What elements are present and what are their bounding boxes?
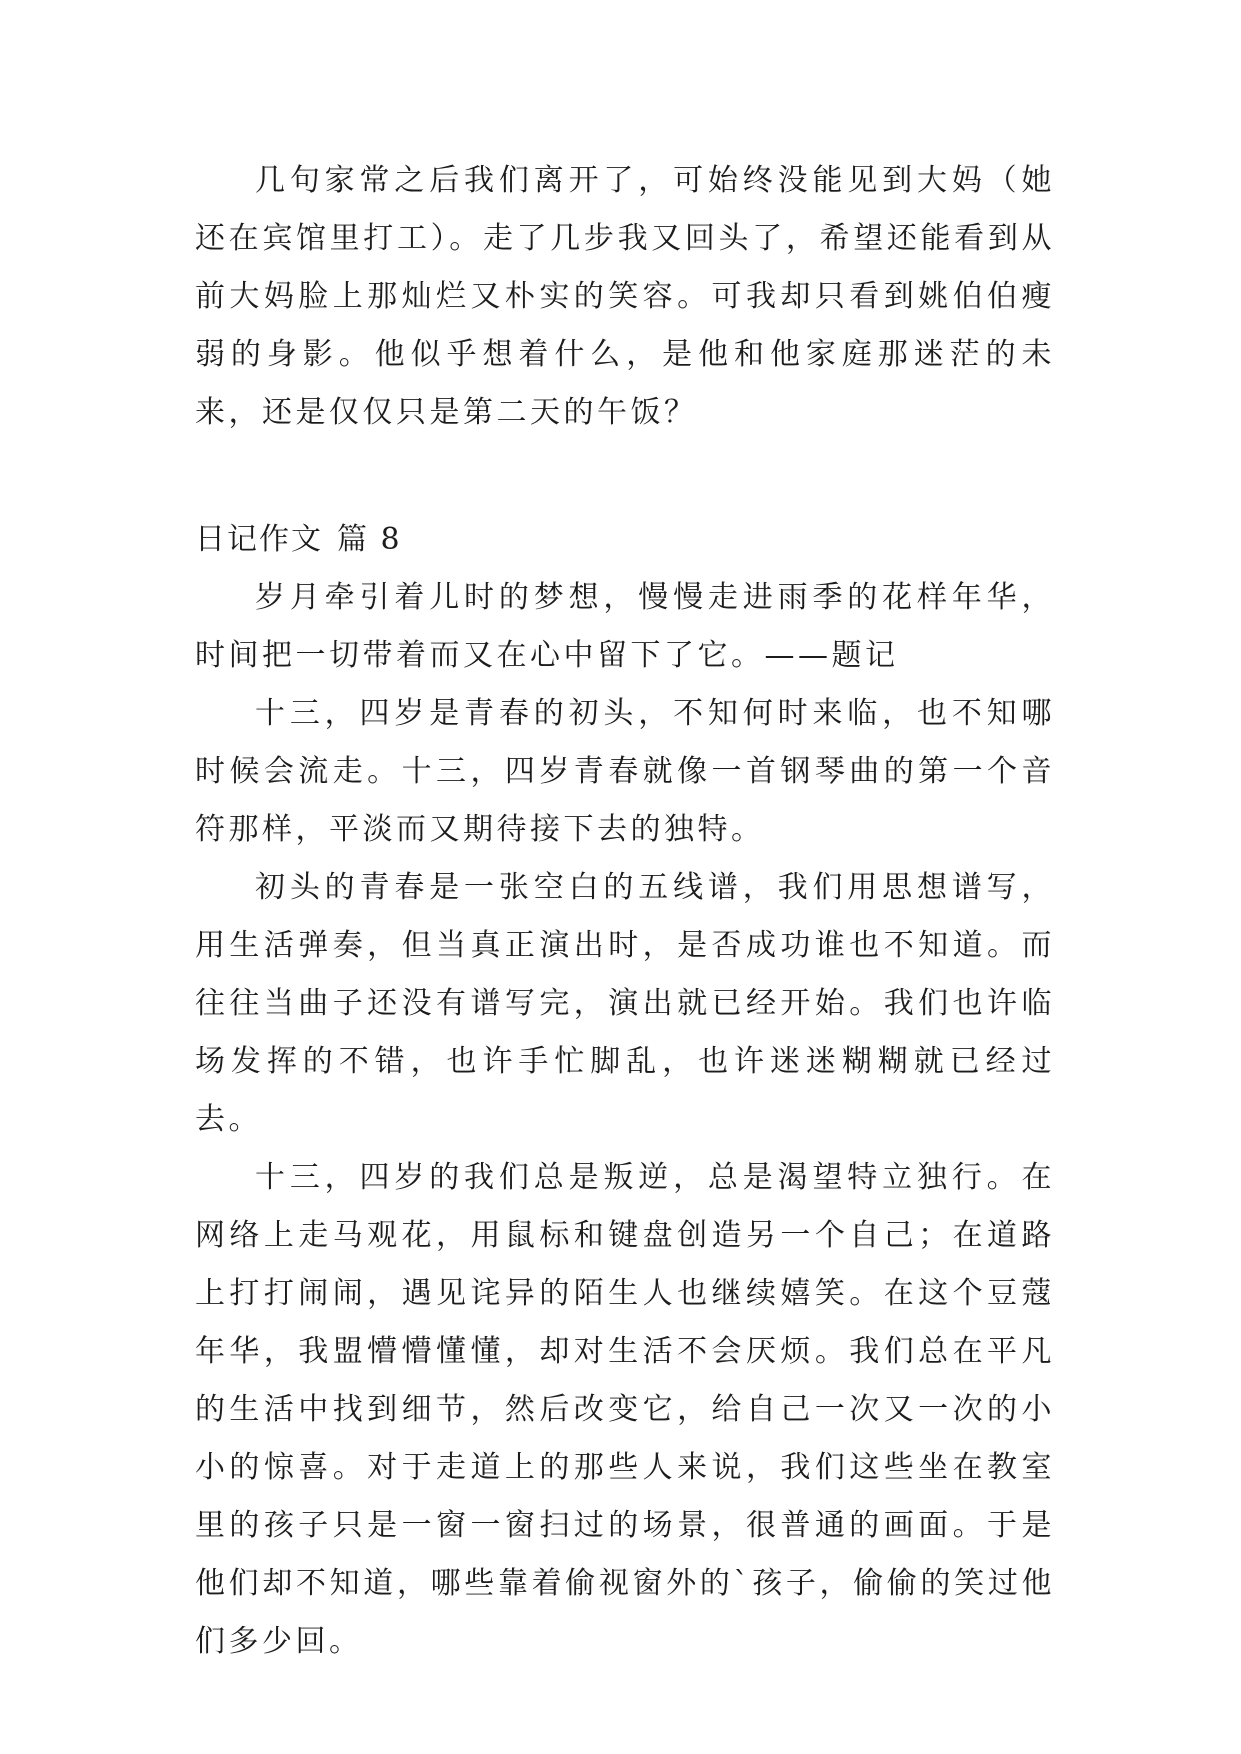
paragraph: 初头的青春是一张空白的五线谱，我们用思想谱写，用生活弹奏，但当真正演出时，是否成功谁也不知道。而往往当曲子还没有谱写完，演出就已经开始。我们也许临场发挥的不错，也许手忙脚乱，也许迷迷糊糊就已经过去。 xyxy=(195,870,1055,1137)
paragraph: 岁月牵引着儿时的梦想，慢慢走进雨季的花样年华，时间把一切带着而又在心中留下了它。——题记 xyxy=(195,580,1055,673)
paragraph: 十三，四岁是青春的初头，不知何时来临，也不知哪时候会流走。十三，四岁青春就像一首钢琴曲的第一个音符那样，平淡而又期待接下去的独特。 xyxy=(195,696,1055,847)
paragraph: 几句家常之后我们离开了，可始终没能见到大妈（她还在宾馆里打工）。走了几步我又回头了，希望还能看到从前大妈脸上那灿烂又朴实的笑容。可我却只看到姚伯伯瘦弱的身影。他似乎想着什么，是他和他家庭那迷茫的未来，还是仅仅只是第二天的午饭？ xyxy=(195,163,1055,430)
top-text-block xyxy=(195,152,1055,442)
heading-number: 篇 8 xyxy=(337,522,402,557)
heading-title: 日记作文 xyxy=(195,522,323,557)
paragraph: 十三，四岁的我们总是叛逆，总是渴望特立独行。在网络上走马观花，用鼠标和键盘创造另一个自己；在道路上打打闹闹，遇见诧异的陌生人也继续嬉笑。在这个豆蔻年华，我盟懵懵懂懂，却对生活不会厌烦。我们总在平凡的生活中找到细节，然后改变它，给自己一次又一次的小小的惊喜。对于走道上的那些人来说，我们这些坐在教室里的孩子只是一窗一窗扫过的场景，很普通的画面。于是他们却不知道，哪些靠着偷视窗外的`孩子，偷偷的笑过他们多少回。 xyxy=(195,1160,1055,1659)
section-body xyxy=(195,511,1055,1671)
